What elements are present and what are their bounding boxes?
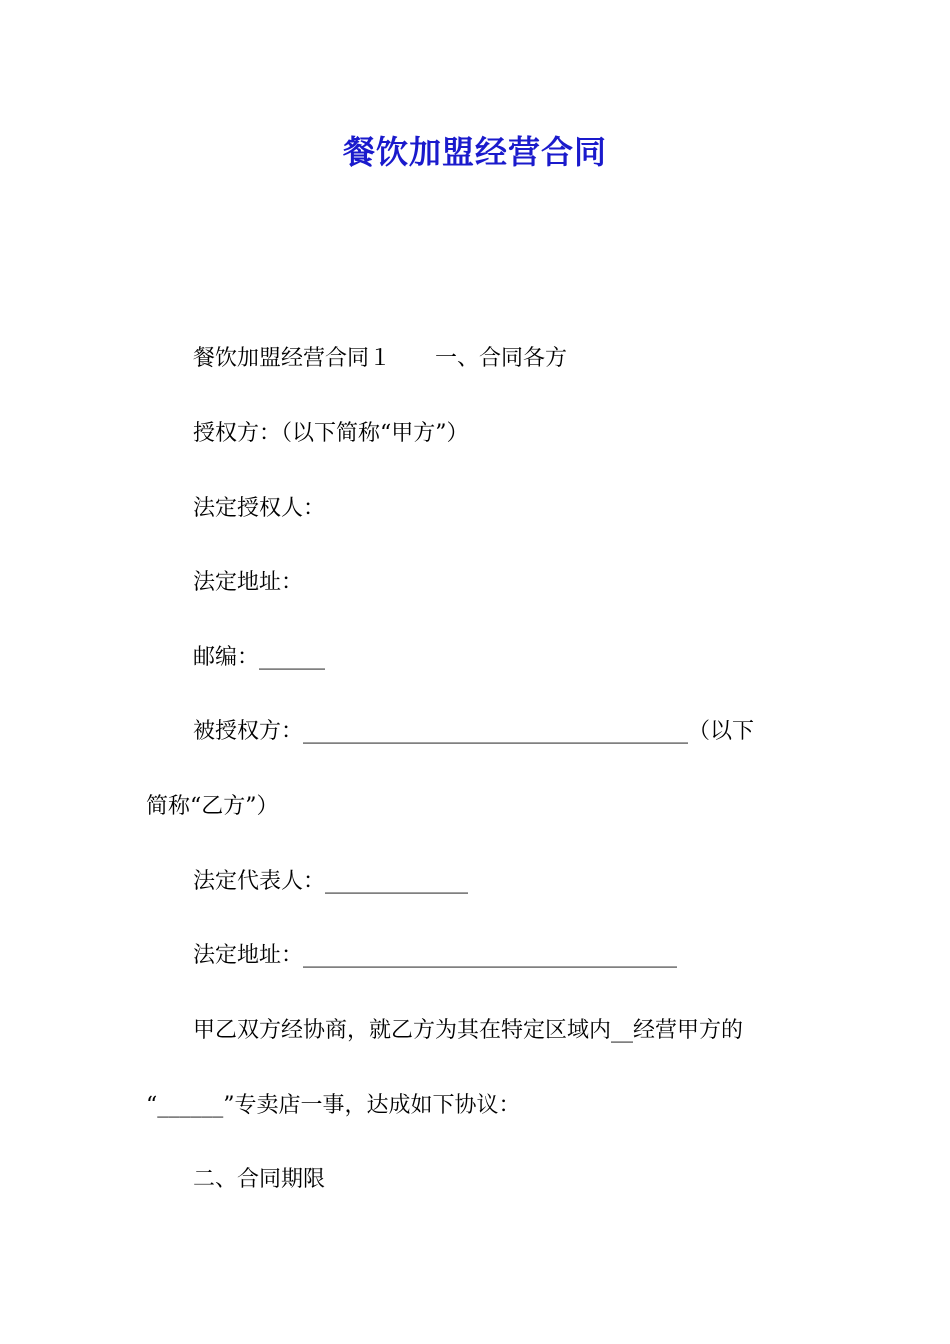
paragraph-legal-representative: 法定代表人：_____________: [193, 869, 469, 894]
paragraph-licensee-continued: 简称“乙方”）: [146, 794, 279, 819]
paragraph-legal-address-b: 法定地址：__________________________________: [193, 943, 678, 968]
paragraph-agreement-intro-continued: “______”专卖店一事，达成如下协议：: [146, 1093, 521, 1118]
paragraph-agreement-intro: 甲乙双方经协商，就乙方为其在特定区域内__经营甲方的: [193, 1018, 744, 1043]
paragraph-licensee: 被授权方：___________________________________（以下: [193, 719, 755, 744]
paragraph-legal-address-a: 法定地址：: [193, 570, 304, 595]
section-heading-contract-term: 二、合同期限: [193, 1167, 326, 1192]
paragraph-licensor: 授权方：（以下简称“甲方”）: [193, 421, 469, 446]
document-title: 餐饮加盟经营合同: [342, 133, 607, 171]
paragraph-postcode: 邮编：______: [193, 645, 326, 670]
paragraph-contract-parties: 餐饮加盟经营合同１ 一、合同各方: [193, 346, 568, 371]
paragraph-legal-authorized-person: 法定授权人：: [193, 496, 326, 521]
